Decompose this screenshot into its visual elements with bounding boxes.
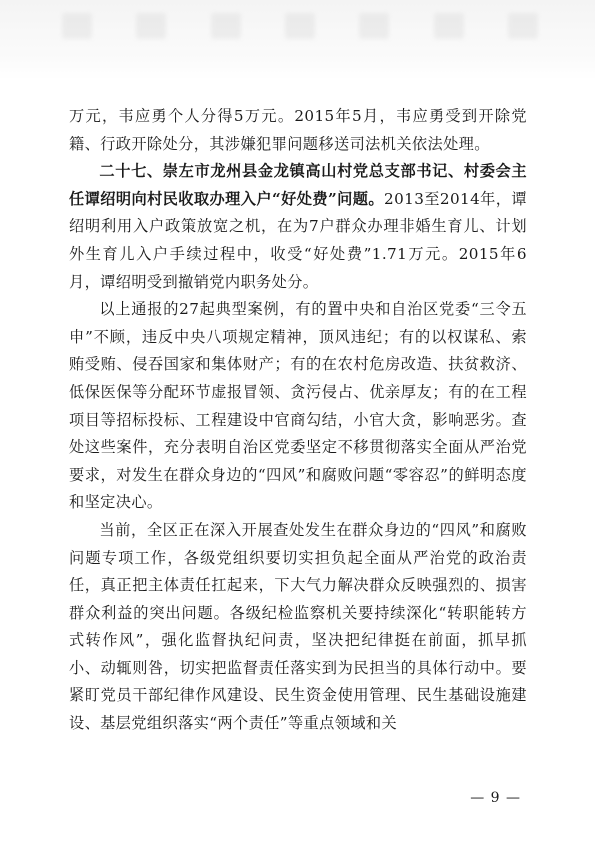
paragraph-current-work (69, 517, 527, 738)
paragraph-case-27 (69, 158, 527, 296)
paragraph-case-26-continued (69, 103, 527, 158)
paragraph-text: 当前，全区正在深入开展查处发生在群众身边的“四风”和腐败问题专项工作，各级党组织要切实担负起全面从严治党的政治责任，真正把主体责任扛起来，下大气力解决群众反映强烈的、损害群众利益的突出问题。各级纪检监察机关要持续深化“转职能转方式转作风”，强化监督执纪问责，坚决把纪律挺在前面，抓早抓小、动辄则咎，切实把监督责任落实到为民担当的具体行动中。要紧盯党员干部纪律作风建设、民生资金使用管理、民生基础设施建设、基层党组织落实“两个责任”等重点领域和关 (69, 520, 527, 733)
document-body (69, 103, 527, 738)
paragraph-text: 以上通报的27起典型案例，有的置中央和自治区党委“三令五申”不顾，违反中央八项规定精神，顶风违纪；有的以权谋私、索贿受贿、侵吞国家和集体财产；有的在农村危房改造、扶贫救济、低保医保等分配环节虚报冒领、贪污侵占、优亲厚友；有的在工程项目等招标投标、工程建设中官商勾结，小官大贪，影响恶劣。查处这些案件，充分表明自治区党委坚定不移贯彻落实全面从严治党要求，对发生在群众身边的“四风”和腐败问题“零容忍”的鲜明态度和坚定决心。 (69, 300, 527, 512)
case-27-heading: 二十七、崇左市龙州县金龙镇高山村党总支部书记、村委会主任谭绍明向村民收取办理入户“好处费”问题。 (69, 162, 527, 208)
paragraph-text: 2013至2014年，谭绍明利用入户政策放宽之机，在为7户群众办理非婚生育儿、计划外生育儿入户手续过程中，收受“好处费”1.71万元。2015年6月，谭绍明受到撤销党内职务处分。 (69, 189, 528, 291)
bleed-through-header (40, 6, 560, 46)
paragraph-text: 万元，韦应勇个人分得5万元。2015年5月，韦应勇受到开除党籍、行政开除处分，其涉嫌犯罪问题移送司法机关依法处理。 (69, 107, 527, 153)
paragraph-summary (69, 296, 527, 517)
page-number: — 9 — (470, 790, 521, 806)
